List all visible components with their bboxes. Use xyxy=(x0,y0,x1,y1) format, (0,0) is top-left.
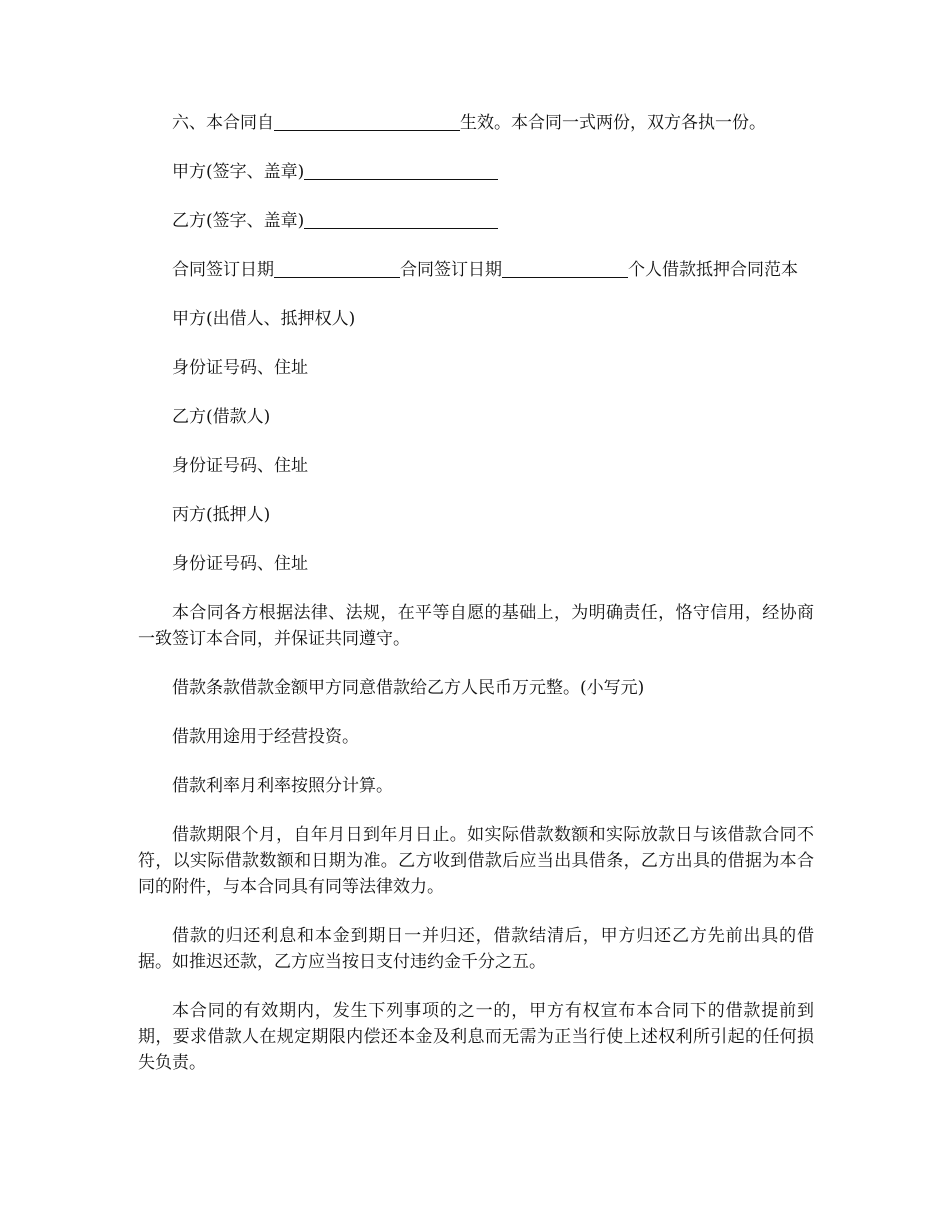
party-a-heading: 甲方(出借人、抵押权人) xyxy=(172,309,356,329)
party-c-heading: 丙方(抵押人) xyxy=(172,505,271,525)
effective-clause-lead: 六、本合同自 xyxy=(172,113,274,133)
loan-term-paragraph: 借款期限个月，自年月日到年月日止。如实际借款数额和实际放款日与该借款合同不符，以实际借款数额和日期为准。乙方收到借款后应当出具借条，乙方出具的借据为本合同的附件，与本合同具有同等法律效力。 xyxy=(138,825,814,897)
signing-date-label-1: 合同签订日期 xyxy=(172,260,274,280)
effective-date-blank xyxy=(274,112,460,131)
party-a-signature-line xyxy=(138,159,814,185)
party-b-heading: 乙方(借款人) xyxy=(172,407,271,427)
signing-date-label-2: 合同签订日期 xyxy=(400,260,502,280)
signing-date-blank-2 xyxy=(502,259,628,278)
effective-clause xyxy=(138,110,814,136)
effective-clause-tail: 生效。本合同一式两份，双方各执一份。 xyxy=(460,113,766,133)
party-b-signature-line xyxy=(138,208,814,234)
loan-purpose-paragraph: 借款用途用于经营投资。 xyxy=(172,727,359,747)
party-a-id-address: 身份证号码、住址 xyxy=(172,358,308,378)
party-a-signature-label: 甲方(签字、盖章) xyxy=(172,162,305,182)
party-c-id-address: 身份证号码、住址 xyxy=(172,554,308,574)
party-b-signature-blank xyxy=(304,210,498,229)
party-a-signature-blank xyxy=(304,161,498,180)
loan-amount-paragraph: 借款条款借款金额甲方同意借款给乙方人民币万元整。(小写元) xyxy=(172,678,645,698)
document-page xyxy=(138,110,814,1099)
signing-date-blank-1 xyxy=(274,259,400,278)
preamble-paragraph: 本合同各方根据法律、法规，在平等自愿的基础上，为明确责任，恪守信用，经协商一致签订本合同，并保证共同遵守。 xyxy=(138,603,814,649)
repayment-paragraph: 借款的归还利息和本金到期日一并归还，借款结清后，甲方归还乙方先前出具的借据。如推迟还款，乙方应当按日支付违约金千分之五。 xyxy=(138,926,814,972)
signing-date-line xyxy=(138,257,814,283)
party-b-signature-label: 乙方(签字、盖章) xyxy=(172,211,305,231)
acceleration-paragraph: 本合同的有效期内，发生下列事项的之一的，甲方有权宣布本合同下的借款提前到期，要求借款人在规定期限内偿还本金及利息而无需为正当行使上述权利所引起的任何损失负责。 xyxy=(138,1001,814,1073)
party-b-id-address: 身份证号码、住址 xyxy=(172,456,308,476)
loan-interest-paragraph: 借款利率月利率按照分计算。 xyxy=(172,776,393,796)
contract-title: 个人借款抵押合同范本 xyxy=(628,260,798,280)
